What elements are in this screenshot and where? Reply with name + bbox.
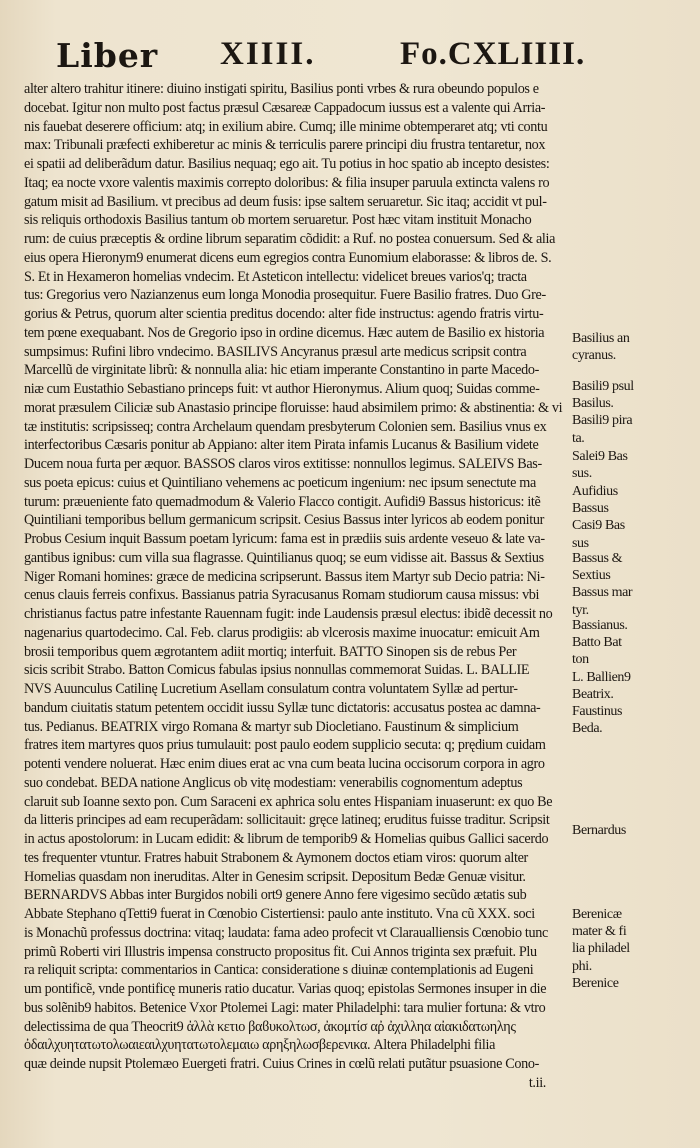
text-line: eius opera Hieronym9 enumerat dicens eum egregios contra Eunomium elaborasse: & libros de. S. xyxy=(24,249,552,266)
marginal-note-line: phi. xyxy=(572,958,592,974)
text-line: Abbate Stephano qTetti9 fuerat in Cœnobio Cistertiensi: paulo ante instituto. Vna cũ XXX. soci xyxy=(24,906,535,922)
text-line: turum: præueniente fato quemadmodum & Valerio Flacco contigit. Aufidi9 Bassus historicus: itẽ xyxy=(24,493,541,510)
running-header xyxy=(0,36,700,76)
text-line: bus solẽnib9 habitos. Betenice Vxor Ptolemei Lagi: mater Philadelphi: tara mulier fortuna: & vtro xyxy=(24,999,546,1016)
marginal-note-line: Faustinus xyxy=(572,704,623,720)
marginal-note-basili-praesul xyxy=(572,378,692,447)
text-line: Homelias quasdam non ineruditas. Alter in Genesim scripsit. Depositum Bedæ Genuæ visitur. xyxy=(24,868,526,885)
text-line: ὀδαιλχυητατωτολωαιεαιλχυητατωτολεμαιω αρηξηλωσβερενικα. Altera Philadelphi filia xyxy=(24,1037,496,1054)
text-line: tem pœne exequabant. Nos de Gregorio ipso in ordine dicemus. Hæc autem de Basilio ex historia xyxy=(24,324,545,341)
marginal-note-line: Berenice xyxy=(572,975,619,991)
marginal-note-line: sus. xyxy=(572,466,592,482)
marginal-note-line: Bassianus. xyxy=(572,618,628,633)
marginal-note-bassianus xyxy=(572,617,692,737)
marginal-note-basilius xyxy=(572,330,692,364)
marginal-note-line: Aufidius xyxy=(572,484,618,499)
text-line: nis fauebat deserere officium: atq; in exilium abire. Cumq; ille minime obtemperaret atq; vti contu xyxy=(24,118,548,135)
text-line: interfectoribus Cæsaris ponitur ab Appiano: alter item Pirata infamis Lucanus & Basilium videte xyxy=(24,437,539,454)
text-line: rum: de cuius præceptis & ordine librum separatim cõdidit: a Ruf. no postea conuersum. Sed & alia xyxy=(24,231,556,247)
marginal-note-line: ton xyxy=(572,652,589,668)
marginal-note-line: Salei9 Bas xyxy=(572,449,628,464)
text-line: niæ cum Eustathio Sebastiano princeps fuit: vt author Hieronymus. Alium quoq; Suidas comme- xyxy=(24,381,540,397)
text-line: ei spatii ad deliberãdum datur. Basilius nequaq; ego ait. Tu potius in hoc spatio ab incepto desistes: xyxy=(24,156,550,172)
text-line: t.ii. xyxy=(528,1074,546,1091)
text-line: Niger Romani homines: græce de medicina scripserunt. Bassus item Martyr sub Decio patria: Ni- xyxy=(24,568,545,585)
marginal-note-bernardus xyxy=(572,822,692,839)
marginal-note-line: mater & fi xyxy=(572,924,627,940)
marginal-note-line: lia philadel xyxy=(572,941,630,957)
text-line: sus poeta epicus: cuius et Quintiliano vehemens ac poeticum ingenium: nec ipsum senectute ma xyxy=(24,474,536,491)
marginal-note-line: Casi9 Bas xyxy=(572,518,625,534)
marginal-note-aufidius xyxy=(572,483,692,552)
marginal-note-line: Basilus. xyxy=(572,396,614,412)
text-line: Itaq; ea nocte vxore valentis maximis correpto doloribus: & filia insuper paruula extincta valens ro xyxy=(24,174,550,191)
text-line: primũ Roberti viri Illustris impensa constructo propositus fit. Cui Annos triginta sex præfuit. Plu xyxy=(24,943,537,960)
text-line: sumpsimus: Rufini libro vndecimo. BASILIVS Ancyranus præsul arte medicus scripsit contra xyxy=(24,343,527,360)
text-line: morat præsulem Ciliciæ sub Anastasio principe floruisse: haud absimilem primo: & abstinentia: & vi xyxy=(24,399,563,416)
marginal-note-line: Bernardus xyxy=(572,823,626,838)
marginal-note-saleius xyxy=(572,448,692,482)
text-line: suo condebat. BEDA natione Anglicus ob vitę modestiam: venerabilis cognomentum adeptus xyxy=(24,774,523,791)
text-line: potenti vendere noluerat. Hæc enim diues erat ac vna cum beata lucina occisorum corpora in agro xyxy=(24,756,545,772)
marginal-note-line: Bassus & xyxy=(572,551,623,566)
marginal-note-line: ta. xyxy=(572,430,585,446)
marginal-note-line: Basilius an xyxy=(572,331,630,346)
marginal-note-line: Batto Bat xyxy=(572,635,622,651)
marginal-note-line: Basili9 psul xyxy=(572,379,634,394)
text-line: quæ deinde nupsit Ptolemæo Euergeti fratri. Cuius Crines in cœlũ relati putãtur psuasione Cono- xyxy=(24,1056,539,1072)
text-line: brosii temporibus quem ægrotantem adiit mortiq; interfuit. BATTO Sinopen sis de rebus Per xyxy=(24,643,517,660)
marginal-note-line: Bassus mar xyxy=(572,585,633,601)
text-line: BERNARDVS Abbas inter Burgidos nobili ort9 genere Anno fere vigesimo secũdo ætatis sub xyxy=(24,887,527,904)
text-line: max: Tribunali præfecti exhiberetur ac minis & terriculis parere principi diu frustra tentaretur, nox xyxy=(24,137,546,154)
text-line: sis reliquis orthodoxis Basilius tantum ob mortem seruaretur. Post hæc vitam instituit Monacho xyxy=(24,212,532,229)
marginal-note-berenice xyxy=(572,906,692,992)
text-line: tæ institutis: scripsisseq; contra Archelaum quendam presbyterum Colonien sem. Basilius vnus ex xyxy=(24,418,547,435)
marginal-note-line: Beatrix. xyxy=(572,686,614,702)
text-line: Marcellũ de virginitate librũ: & nonnulla alia: hic etiam imperante Constantino in parte Macedo- xyxy=(24,362,539,379)
text-line: bandum ciuitatis statum petentem occidit iussu Syllæ tunc dictatoris: accusatus postea ac damna- xyxy=(24,699,541,716)
text-line: ra reliquit scripta: commentarios in Cantica: consideratione s diuinæ contemplationis ad Eugeni xyxy=(24,962,534,979)
marginal-note-line: cyranus. xyxy=(572,348,616,364)
text-line: gorius & Petrus, quorum alter scientia preditus docendo: alter fide instructus: agendo fratris virtu- xyxy=(24,306,544,322)
text-line: in actus apostolorum: in Lucam edidit: & librum de temporib9 & Homelias quibus Gallici sacerdo xyxy=(24,831,549,847)
text-line: christianus factus patre infestante Rauennam fugit: inde Laudensis præsul electus: ibidẽ decessit no xyxy=(24,606,553,622)
text-line: um pontificẽ, vnde pontificę muneris ratio ducatur. Varias quoq; epistolas Sermones insuper in die xyxy=(24,981,547,997)
text-line: Quintiliani temporibus bellum germanicum scripsit. Cesius Bassus inter lyricos ab eodem ponitur xyxy=(24,512,544,529)
text-line: S. Et in Hexameron homelias vndecim. Et Asteticon intellectu: videlicet breues varios'q; tracta xyxy=(24,268,527,285)
text-line: nagenarius quartodecimo. Cal. Feb. clarus prodigiis: ab vlcerosis maxime inuocatur: emicuit Am xyxy=(24,624,540,641)
text-line: tus: Gregorius vero Nazianzenus eum longa Monodia prosequitur. Fuere Basilio fratres. Duo Gre- xyxy=(24,287,546,304)
marginal-note-line: tyr. xyxy=(572,602,589,618)
text-line: sicis scribit Strabo. Batton Comicus fabulas ipsius nonnullas commemorat Suidas. L. BALLIE xyxy=(24,662,530,679)
text-line: fratres item martyres quos prius tumulauit: post paulo eodem supplicio secuta: q; prędium cuidam xyxy=(24,737,546,754)
text-line: is Monachũ professus doctrina: vitaq; laudata: fama adeo profecit vt Claraualliensis Cœnobio tunc xyxy=(24,924,548,941)
text-line: cenus clauis ferreis confixus. Bassianus patria Syracusanus Romam studiorum causa missus: vbi xyxy=(24,587,540,604)
text-line: gatum misit ad Basilium. vt precibus ad deum fusis: ipse saltem seruaretur. Sic itaq; accidit vt pul- xyxy=(24,193,547,210)
text-line: Probus Cesium inquit Bassum poetam lyricum: fama est in prædiis suis ardente veseuo & late va- xyxy=(24,531,545,547)
text-line: tes frequenter vtuntur. Fratres habuit Strabonem & Aymonem doctos etiam viros: quorum alter xyxy=(24,849,528,866)
marginal-note-line: sus xyxy=(572,535,589,551)
marginal-note-line: Sextius xyxy=(572,568,611,584)
text-line: tus. Pedianus. BEATRIX virgo Romana & martyr sub Diocletiano. Faustinum & simplicium xyxy=(24,718,519,735)
marginal-note-line: Beda. xyxy=(572,721,603,737)
text-line: NVS Auunculus Catilinę Lucretium Asellam consulatum contra voluntatem Syllæ ad pertur- xyxy=(24,681,518,697)
text-line: gantibus ignibus: cum villa sua flagrasse. Quintilianus quoq; se eum vidisse ait. Bassus & Sextius xyxy=(24,549,544,566)
text-line: claruit sub Ioanne sexto pon. Cum Saraceni ex aphrica solu entes Hispaniam inuaserunt: ex quo Be xyxy=(24,793,553,810)
header-folio-number: Fo.CXLIIII. xyxy=(400,36,586,72)
text-line: Ducem noua furta per æquor. BASSOS claros viros extitisse: nonnullos legimus. SALEIVS Bas- xyxy=(24,456,542,472)
marginal-note-line: Berenicæ xyxy=(572,907,622,922)
main-text-column xyxy=(24,80,572,1093)
marginal-note-line: Bassus xyxy=(572,501,609,517)
marginal-note-line: Basili9 pira xyxy=(572,413,633,429)
header-book-label: Liber xyxy=(56,36,159,75)
text-line: docebat. Igitur non multo post factus præsul Cæsareæ Cappadocum iussus est a valente qui Arria- xyxy=(24,99,546,116)
text-line: da litteris principes ad eam recuperãdam: sollicitauit: gręce latineq; eruditus fuisse traditur. Scripsit xyxy=(24,812,550,829)
text-line: alter altero trahitur itinere: diuino instigati spiritu, Basilius ponti vrbes & rura obeundo populos e xyxy=(24,81,539,97)
header-book-number: XIIII. xyxy=(220,36,316,72)
text-line: delectissima de qua Theocrit9 ἀλλὰ κετιο βαϐυκολτωσ, ἀκομτίσ αῤ ἀχιλληα αἰακιδατωηλης xyxy=(24,1018,516,1035)
marginal-note-bassus-sextius xyxy=(572,550,692,619)
marginal-note-line: L. Ballien9 xyxy=(572,669,631,685)
